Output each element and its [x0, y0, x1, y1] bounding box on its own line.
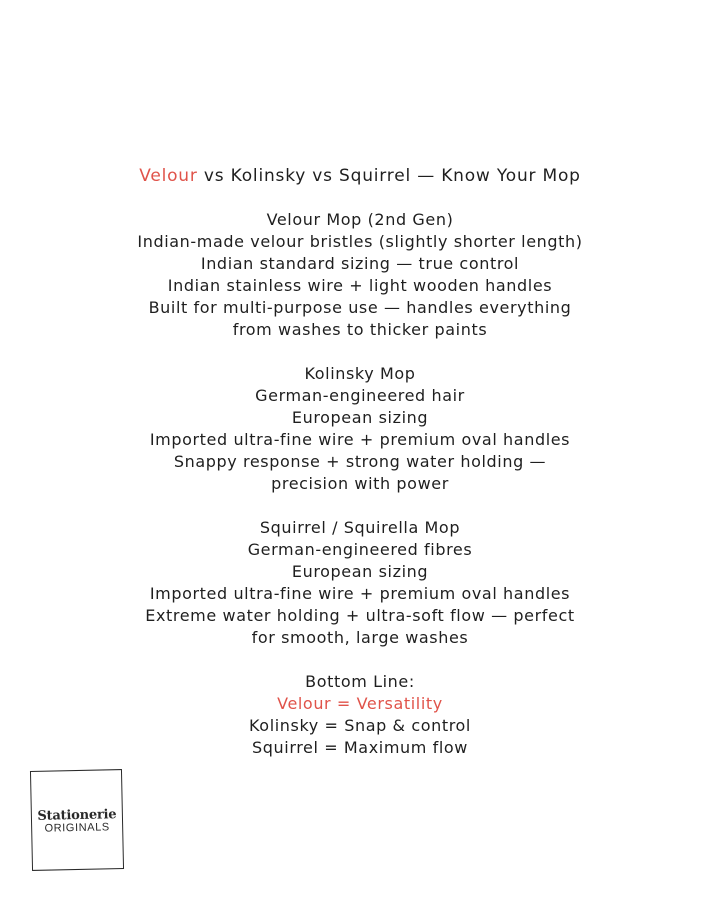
bottom-line-squirrel: Squirrel = Maximum flow: [252, 738, 468, 757]
section-bottom-line: [0, 671, 720, 759]
section-heading: Velour Mop (2nd Gen): [266, 210, 454, 229]
section-line: precision with power: [271, 474, 449, 493]
section-line: Snappy response + strong water holding —: [173, 452, 547, 471]
section-velour: [0, 209, 720, 341]
title-accent-word: Velour: [139, 166, 198, 186]
logo-top-text: Stationerie: [37, 807, 117, 824]
brand-logo: [30, 769, 124, 871]
page-title: [0, 165, 720, 187]
bottom-line-velour: Velour = Versatility: [277, 694, 443, 713]
section-line: Built for multi-purpose use — handles everything: [148, 298, 572, 317]
section-line: German-engineered fibres: [247, 540, 473, 559]
section-line: from washes to thicker paints: [232, 320, 488, 339]
bottom-line-heading: Bottom Line:: [305, 672, 415, 691]
title-rest: vs Kolinsky vs Squirrel — Know Your Mop: [197, 166, 581, 186]
logo-text: [32, 808, 123, 836]
logo-bottom-text: ORIGINALS: [44, 821, 110, 835]
section-line: Imported ultra-fine wire + premium oval handles: [149, 584, 571, 603]
section-line: Extreme water holding + ultra-soft flow — perfect: [145, 606, 575, 625]
section-line: European sizing: [291, 408, 429, 427]
section-line: Indian stainless wire + light wooden handles: [167, 276, 553, 295]
section-line: Indian-made velour bristles (slightly shorter length): [137, 232, 583, 251]
content: [0, 165, 720, 781]
section-line: German-engineered hair: [255, 386, 465, 405]
section-line: Imported ultra-fine wire + premium oval handles: [149, 430, 571, 449]
section-line: European sizing: [291, 562, 429, 581]
section-kolinsky: [0, 363, 720, 495]
section-heading: Kolinsky Mop: [304, 364, 416, 383]
section-squirrel: [0, 517, 720, 649]
section-line: Indian standard sizing — true control: [200, 254, 520, 273]
bottom-line-kolinsky: Kolinsky = Snap & control: [249, 716, 471, 735]
section-line: for smooth, large washes: [251, 628, 469, 647]
section-heading: Squirrel / Squirella Mop: [259, 518, 461, 537]
